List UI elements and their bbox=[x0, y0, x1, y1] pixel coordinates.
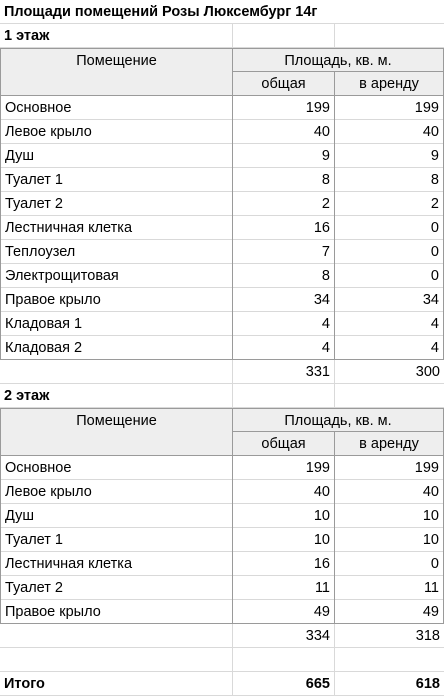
room-name: Душ bbox=[0, 504, 232, 528]
room-name: Электрощитовая bbox=[0, 264, 232, 288]
floor2-header-total: общая bbox=[232, 432, 334, 456]
area-total: 4 bbox=[232, 312, 334, 336]
area-rent: 4 bbox=[334, 312, 444, 336]
table-row bbox=[0, 576, 444, 600]
area-rent: 199 bbox=[334, 456, 444, 480]
floor1-sum-rent: 300 bbox=[334, 360, 444, 384]
area-total: 10 bbox=[232, 528, 334, 552]
room-name: Кладовая 1 bbox=[0, 312, 232, 336]
area-rent: 10 bbox=[334, 504, 444, 528]
table-row bbox=[0, 120, 444, 144]
room-name: Правое крыло bbox=[0, 288, 232, 312]
table-row bbox=[0, 216, 444, 240]
table-row bbox=[0, 312, 444, 336]
table-row bbox=[0, 168, 444, 192]
floor2-header-area: Площадь, кв. м. bbox=[232, 408, 444, 432]
room-name: Туалет 2 bbox=[0, 576, 232, 600]
area-rent: 0 bbox=[334, 264, 444, 288]
floor1-sum-total: 331 bbox=[232, 360, 334, 384]
area-total: 34 bbox=[232, 288, 334, 312]
room-name: Туалет 1 bbox=[0, 168, 232, 192]
floor2-sum-total: 334 bbox=[232, 624, 334, 648]
floor1-rows bbox=[0, 96, 444, 360]
table-row bbox=[0, 552, 444, 576]
floor1-label-row bbox=[0, 24, 444, 48]
table-row bbox=[0, 96, 444, 120]
area-total: 7 bbox=[232, 240, 334, 264]
area-rent: 11 bbox=[334, 576, 444, 600]
area-rent: 8 bbox=[334, 168, 444, 192]
room-name: Лестничная клетка bbox=[0, 216, 232, 240]
floor2-rows bbox=[0, 456, 444, 624]
title-row bbox=[0, 0, 444, 24]
table-row bbox=[0, 336, 444, 360]
area-total: 40 bbox=[232, 480, 334, 504]
room-name: Лестничная клетка bbox=[0, 552, 232, 576]
room-name: Душ bbox=[0, 144, 232, 168]
area-total: 8 bbox=[232, 264, 334, 288]
area-rent: 40 bbox=[334, 120, 444, 144]
area-rent: 49 bbox=[334, 600, 444, 624]
floor2-header-rent: в аренду bbox=[334, 432, 444, 456]
grand-total-row bbox=[0, 672, 444, 696]
room-name: Теплоузел bbox=[0, 240, 232, 264]
room-name: Кладовая 2 bbox=[0, 336, 232, 360]
table-row bbox=[0, 456, 444, 480]
table-row bbox=[0, 264, 444, 288]
table-row bbox=[0, 192, 444, 216]
area-rent: 199 bbox=[334, 96, 444, 120]
table-row bbox=[0, 600, 444, 624]
grand-total-total: 665 bbox=[232, 672, 334, 696]
area-rent: 0 bbox=[334, 216, 444, 240]
area-rent: 0 bbox=[334, 552, 444, 576]
floor1-header bbox=[0, 48, 444, 96]
table-row bbox=[0, 480, 444, 504]
floor1-header-area: Площадь, кв. м. bbox=[232, 48, 444, 72]
table-row bbox=[0, 528, 444, 552]
floor2-header-room: Помещение bbox=[0, 408, 232, 456]
floor2-label-row bbox=[0, 384, 444, 408]
area-total: 49 bbox=[232, 600, 334, 624]
spacer-row bbox=[0, 648, 444, 672]
floor2-header bbox=[0, 408, 444, 456]
area-rent: 10 bbox=[334, 528, 444, 552]
floor2-sum-rent: 318 bbox=[334, 624, 444, 648]
area-total: 10 bbox=[232, 504, 334, 528]
area-total: 4 bbox=[232, 336, 334, 360]
room-name: Туалет 1 bbox=[0, 528, 232, 552]
area-total: 16 bbox=[232, 552, 334, 576]
table-row bbox=[0, 288, 444, 312]
area-rent: 34 bbox=[334, 288, 444, 312]
area-total: 9 bbox=[232, 144, 334, 168]
floor1-label: 1 этаж bbox=[4, 28, 50, 44]
grand-total-label: Итого bbox=[4, 676, 45, 692]
area-total: 199 bbox=[232, 456, 334, 480]
area-total: 16 bbox=[232, 216, 334, 240]
grand-total-rent: 618 bbox=[334, 672, 444, 696]
area-rent: 4 bbox=[334, 336, 444, 360]
floor2-label: 2 этаж bbox=[4, 388, 50, 404]
table-row bbox=[0, 240, 444, 264]
room-name: Туалет 2 bbox=[0, 192, 232, 216]
floor1-header-room: Помещение bbox=[0, 48, 232, 96]
area-rent: 9 bbox=[334, 144, 444, 168]
table-row bbox=[0, 144, 444, 168]
floor1-sum-row bbox=[0, 360, 444, 384]
area-total: 40 bbox=[232, 120, 334, 144]
area-total: 8 bbox=[232, 168, 334, 192]
area-rent: 2 bbox=[334, 192, 444, 216]
floor2-sum-row bbox=[0, 624, 444, 648]
room-name: Левое крыло bbox=[0, 120, 232, 144]
floor1-header-total: общая bbox=[232, 72, 334, 96]
room-name: Основное bbox=[0, 456, 232, 480]
room-name: Правое крыло bbox=[0, 600, 232, 624]
page-title: Площади помещений Розы Люксембург 14г bbox=[4, 4, 318, 20]
area-total: 199 bbox=[232, 96, 334, 120]
area-rent: 0 bbox=[334, 240, 444, 264]
table-row bbox=[0, 504, 444, 528]
area-total: 2 bbox=[232, 192, 334, 216]
floor1-header-rent: в аренду bbox=[334, 72, 444, 96]
room-name: Основное bbox=[0, 96, 232, 120]
area-total: 11 bbox=[232, 576, 334, 600]
room-name: Левое крыло bbox=[0, 480, 232, 504]
area-rent: 40 bbox=[334, 480, 444, 504]
